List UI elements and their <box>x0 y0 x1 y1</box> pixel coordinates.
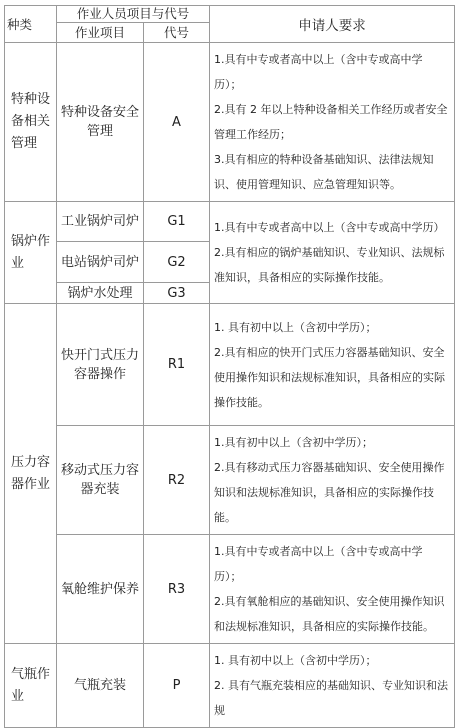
requirement-line: 2. 具有气瓶充装相应的基础知识、专业知识和法规 <box>214 679 449 717</box>
item-cell: 锅炉水处理 <box>57 283 144 304</box>
code-cell: R3 <box>144 535 210 644</box>
item-cell: 快开门式压力容器操作 <box>57 304 144 426</box>
item-cell: 特种设备安全管理 <box>57 43 144 202</box>
requirement-line: 2.具有 2 年以上特种设备相关工作经历或者安全管理工作经历； <box>214 103 448 141</box>
table-row <box>5 535 455 644</box>
header-requirements: 申请人要求 <box>210 6 455 43</box>
code-cell: P <box>144 644 210 728</box>
table-row <box>5 426 455 535</box>
requirement-line: 1. 具有初中以上（含初中学历）； <box>214 320 377 334</box>
requirement-line: 2.具有移动式压力容器基础知识、安全使用操作知识和法规标准知识，具备相应的实际操作技能。 <box>214 461 445 524</box>
table-row <box>5 202 455 242</box>
code-cell: G3 <box>144 283 210 304</box>
item-cell: 工业锅炉司炉 <box>57 202 144 242</box>
operator-requirements-table <box>4 5 455 728</box>
code-cell: G2 <box>144 242 210 283</box>
kind-cell: 锅炉作业 <box>5 202 57 304</box>
requirement-line: 3.具有相应的特种设备基础知识、法律法规知识、使用管理知识、应急管理知识等。 <box>214 153 434 191</box>
requirements-cell <box>210 535 455 644</box>
header-item: 作业项目 <box>57 23 144 43</box>
item-cell: 气瓶充装 <box>57 644 144 728</box>
table-row <box>5 304 455 426</box>
requirement-line: 1.具有初中以上（含初中学历）； <box>214 436 374 449</box>
requirement-line: 2.具有相应的快开门式压力容器基础知识、安全使用操作知识和法规标准知识，具备相应的实际操作技能。 <box>214 345 446 409</box>
code-cell: R1 <box>144 304 210 426</box>
item-cell: 移动式压力容器充装 <box>57 426 144 535</box>
requirement-line: 2.具有氧舱相应的基础知识、安全使用操作知识和法规标准知识，具备相应的实际操作技能。 <box>214 595 445 633</box>
requirement-line: 2.具有相应的锅炉基础知识、专业知识、法规标准知识，具备相应的实际操作技能。 <box>214 246 445 284</box>
header-kind: 种类 <box>5 6 57 43</box>
item-cell: 氧舱维护保养 <box>57 535 144 644</box>
requirements-cell <box>210 426 455 535</box>
requirements-cell <box>210 202 455 304</box>
code-cell: G1 <box>144 202 210 242</box>
header-group: 作业人员项目与代号 <box>57 6 210 23</box>
header-code: 代号 <box>144 23 210 43</box>
requirement-line: 1. 具有初中以上（含初中学历）； <box>214 654 377 667</box>
requirements-cell <box>210 304 455 426</box>
code-cell: A <box>144 43 210 202</box>
item-cell: 电站锅炉司炉 <box>57 242 144 283</box>
requirement-line: 1.具有中专或者高中以上（含中专或高中学历）； <box>214 53 423 91</box>
code-cell: R2 <box>144 426 210 535</box>
kind-cell: 气瓶作业 <box>5 644 57 728</box>
table-row <box>5 644 455 728</box>
requirement-line: 1.具有中专或者高中以上（含中专或高中学历）； <box>214 545 423 583</box>
requirement-line: 1.具有中专或者高中以上（含中专或高中学历） <box>214 221 445 234</box>
header-row <box>5 6 455 23</box>
kind-cell: 特种设备相关管理 <box>5 43 57 202</box>
requirements-cell <box>210 644 455 728</box>
requirements-cell <box>210 43 455 202</box>
table-row <box>5 43 455 202</box>
kind-cell: 压力容器作业 <box>5 304 57 644</box>
